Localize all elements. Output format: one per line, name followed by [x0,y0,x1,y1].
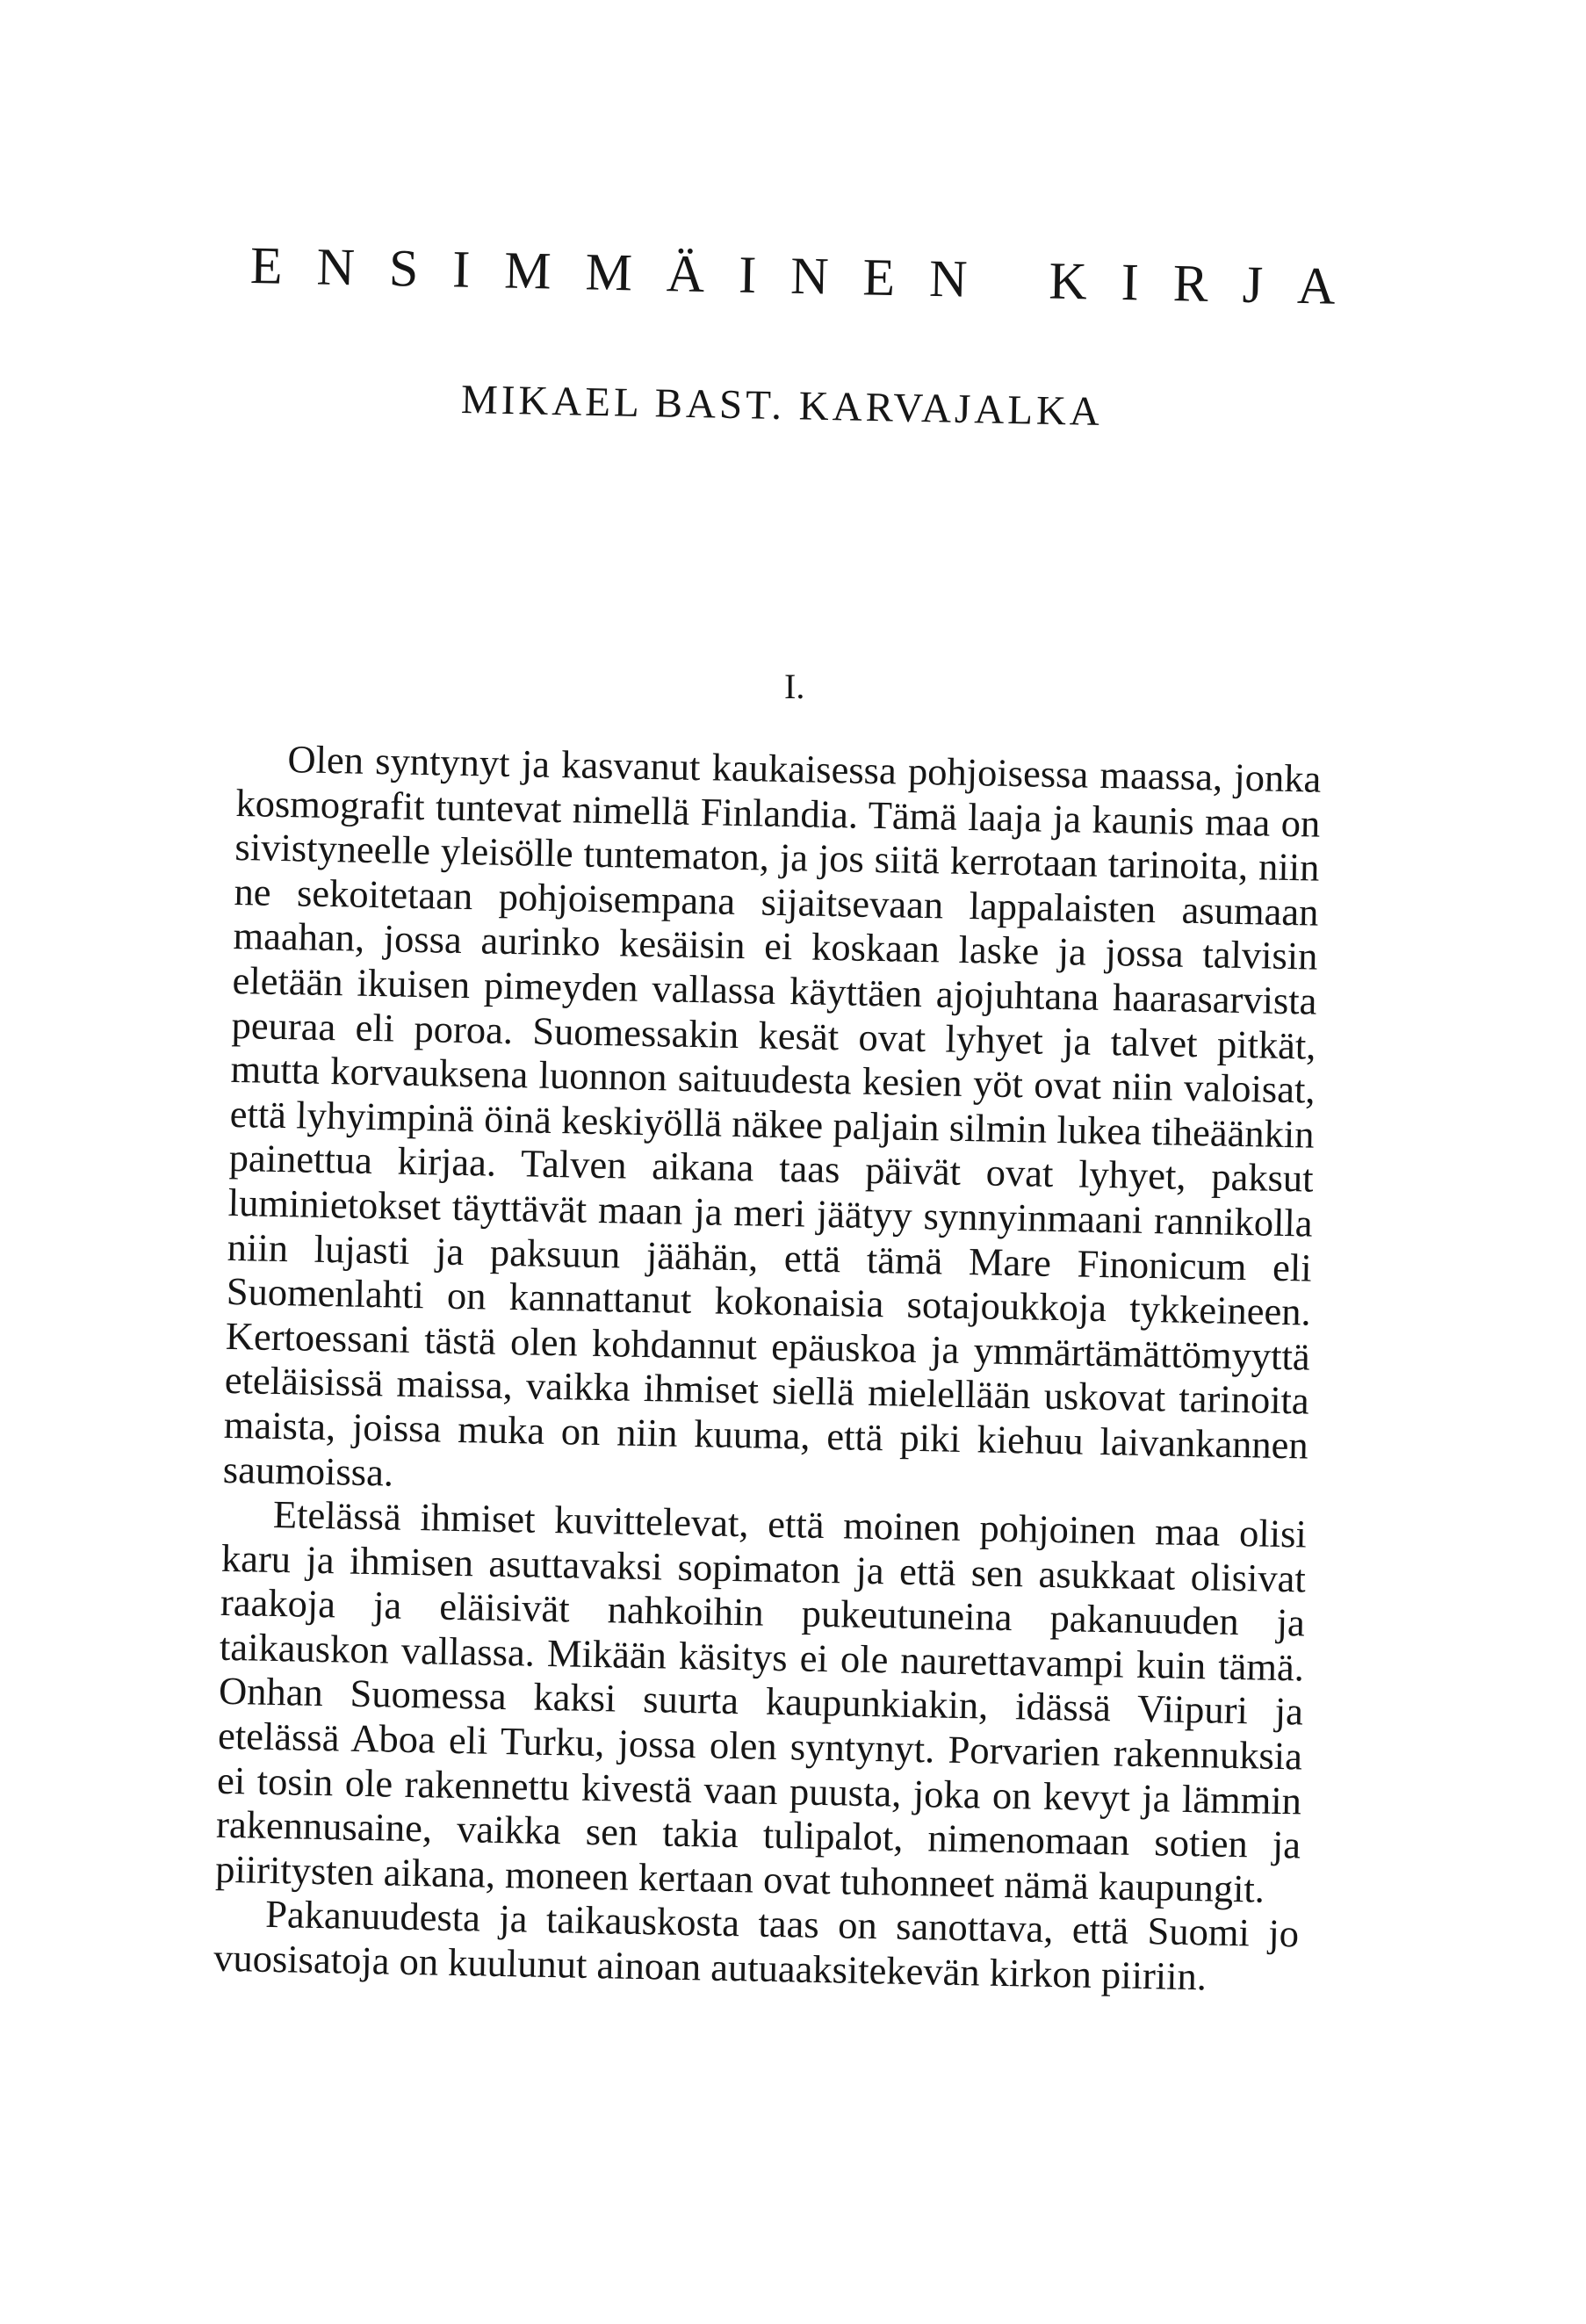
book-title: ENSIMMÄINEN KIRJA [249,236,1371,316]
chapter-title: MIKAEL BAST. KARVAJALKA [460,377,1104,436]
paragraph: Pakanuudesta ja taikauskosta taas on sanottava, että Suomi jo vuosisatoja on kuulunut ainoan autuaaksitekevän kirkon piiriin. [213,1892,1300,1999]
section-number: I. [784,667,805,706]
paragraph: Etelässä ihmiset kuvittelevat, että moinen pohjoinen maa olisi karu ja ihmisen asuttavaksi sopimaton ja että sen asukkaat olisivat raakoja ja eläisivät nahkoihin pukeutuneina pakanuuden ja taikauskon vallassa. Mikään käsitys ei ole naurettavampi kuin tämä. Onhan Suomessa kaksi suurta kaupunkiakin, idässä Viipuri ja etelässä Aboa eli Turku, jossa olen syntynyt. Porvarien rakennuksia ei tosin ole rakennettu kivestä vaan puusta, joka on kevyt ja lämmin rakennusaine, vaikka sen takia tulipalot, nimenomaan sotien ja piiritysten aikana, moneen kertaan ovat tuhonneet nämä kaupungit. [214,1492,1308,1911]
body-text [213,736,1322,2001]
paragraph: Olen syntynyt ja kasvanut kaukaisessa pohjoisessa maassa, jonka kosmografit tuntevat nimellä Finlandia. Tämä laaja ja kaunis maa on sivistyneelle yleisölle tuntematon, ja jos siitä kerrotaan tarinoita, niin ne sekoitetaan pohjoisempana sijaitsevaan lappalaisten asumaan maahan, jossa aurinko kesäisin ei koskaan laske ja jossa talvisin eletään ikuisen pimeyden vallassa käyttäen ajojuhtana haarasarvista peuraa eli poroa. Suomessakin kesät ovat lyhyet ja talvet pitkät, mutta korvauksena luonnon saituudesta kesien yöt ovat niin valoisat, että lyhyimpinä öinä keskiyöllä näkee paljain silmin lukea tiheäänkin painettua kirjaa. Talven aikana taas päivät ovat lyhyet, paksut luminietokset täyttävät maan ja meri jäätyy synnyinmaani rannikolla niin lujasti ja paksuun jäähän, että tämä Mare Finonicum eli Suomenlahti on kannattanut kokonaisia sotajoukkoja tykkeineen. Kertoessani tästä olen kohdannut epäuskoa ja ymmärtämättömyyttä eteläisissä maissa, vaikka ihmiset siellä mielellään uskovat tarinoita maista, joissa muka on niin kuuma, että piki kiehuu laivankannen saumoissa. [222,737,1322,1495]
